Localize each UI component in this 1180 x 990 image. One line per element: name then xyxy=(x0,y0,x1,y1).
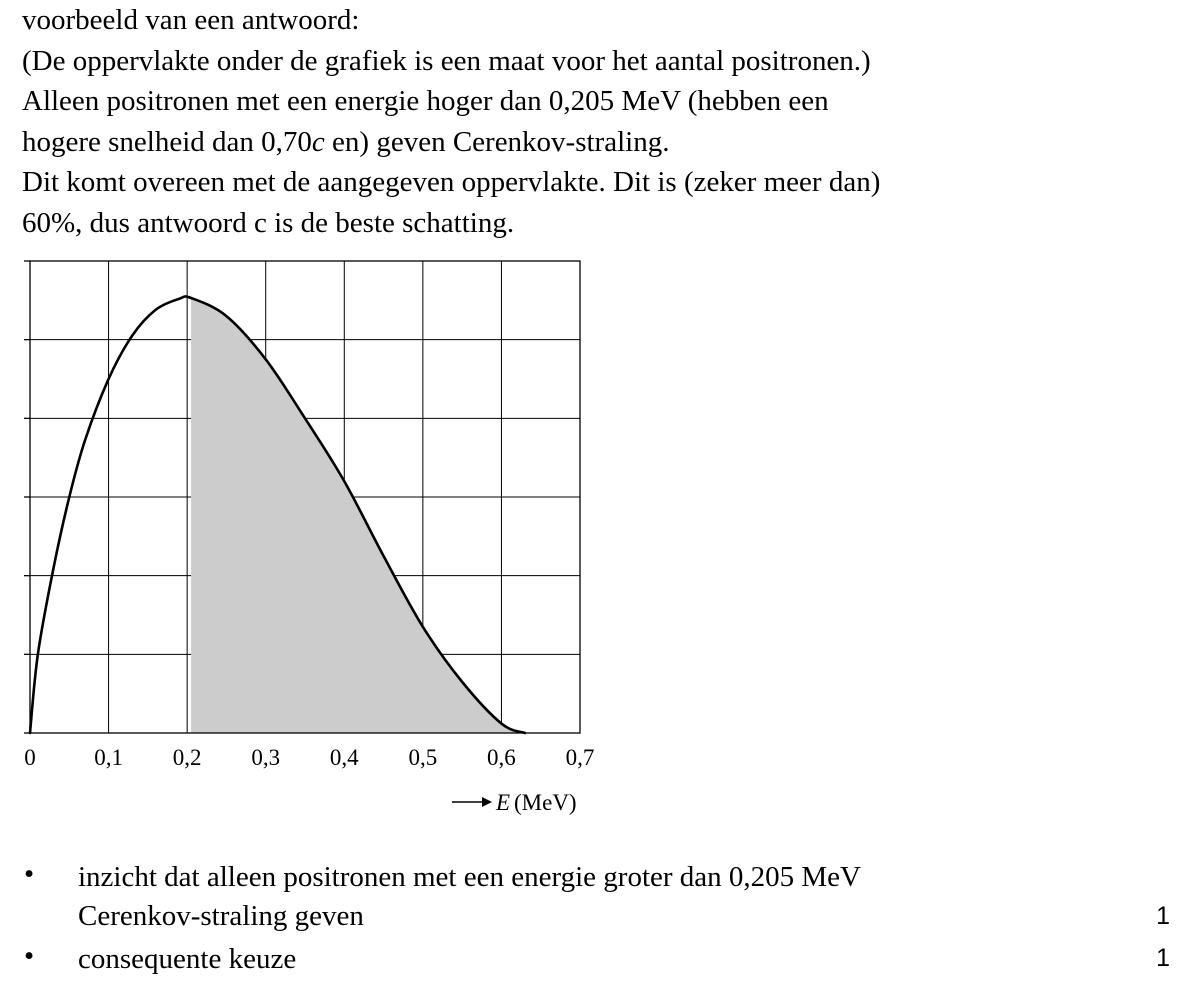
intro-line-1: voorbeeld van een antwoord: xyxy=(22,4,360,36)
bullet-icon: • xyxy=(24,940,35,972)
x-tick-label: 0,7 xyxy=(565,745,595,770)
x-tick-label: 0,2 xyxy=(172,745,202,770)
speed-of-light-symbol: c xyxy=(311,125,325,158)
x-tick-label: 0 xyxy=(24,745,36,770)
shaded-area xyxy=(191,298,525,733)
x-tick-label: 0,1 xyxy=(94,745,123,770)
x-axis-variable: E xyxy=(496,790,511,815)
criterion-1-line-2: Cerenkov-straling geven xyxy=(78,900,364,932)
intro-line-4 xyxy=(22,122,1162,163)
intro-line-4-part-b: en) geven Cerenkov-straling. xyxy=(324,125,670,158)
x-tick-label: 0,4 xyxy=(329,745,359,770)
intro-line-3: Alleen positronen met een energie hoger dan 0,205 MeV (hebben een xyxy=(22,85,829,117)
bullet-icon: • xyxy=(24,858,35,890)
intro-line-4-part-a: hogere snelheid dan 0,70 xyxy=(22,125,312,158)
criterion-1-line-1: inzicht dat alleen positronen met een energie groter dan 0,205 MeV xyxy=(78,861,861,893)
x-axis-label xyxy=(440,790,577,815)
axis-arrow-head xyxy=(482,797,492,807)
y-ticks xyxy=(24,261,30,733)
intro-line-2: (De oppervlakte onder de grafiek is een maat voor het aantal positronen.) xyxy=(22,44,871,77)
x-tick-label: 0,6 xyxy=(487,745,516,770)
x-axis-unit: (MeV) xyxy=(514,790,577,815)
x-axis-arrow-char: → xyxy=(440,810,441,811)
criterion-1-text xyxy=(78,858,861,936)
x-tick-label: 0,3 xyxy=(251,745,281,770)
energy-spectrum-chart xyxy=(0,250,620,830)
answer-text xyxy=(22,0,1162,243)
criterion-2-score: 1 xyxy=(1156,944,1170,972)
x-tick-labels xyxy=(24,745,594,770)
chart-svg xyxy=(0,250,620,830)
criterion-1-score: 1 xyxy=(1156,902,1170,930)
x-tick-label: 0,5 xyxy=(408,745,438,770)
intro-line-5: Dit komt overeen met de aangegeven oppervlakte. Dit is (zeker meer dan) xyxy=(22,166,881,198)
criterion-2-text xyxy=(78,940,296,979)
criterion-2-line-1: consequente keuze xyxy=(78,943,297,975)
intro-line-6: 60%, dus antwoord c is de beste schatting. xyxy=(22,206,515,239)
